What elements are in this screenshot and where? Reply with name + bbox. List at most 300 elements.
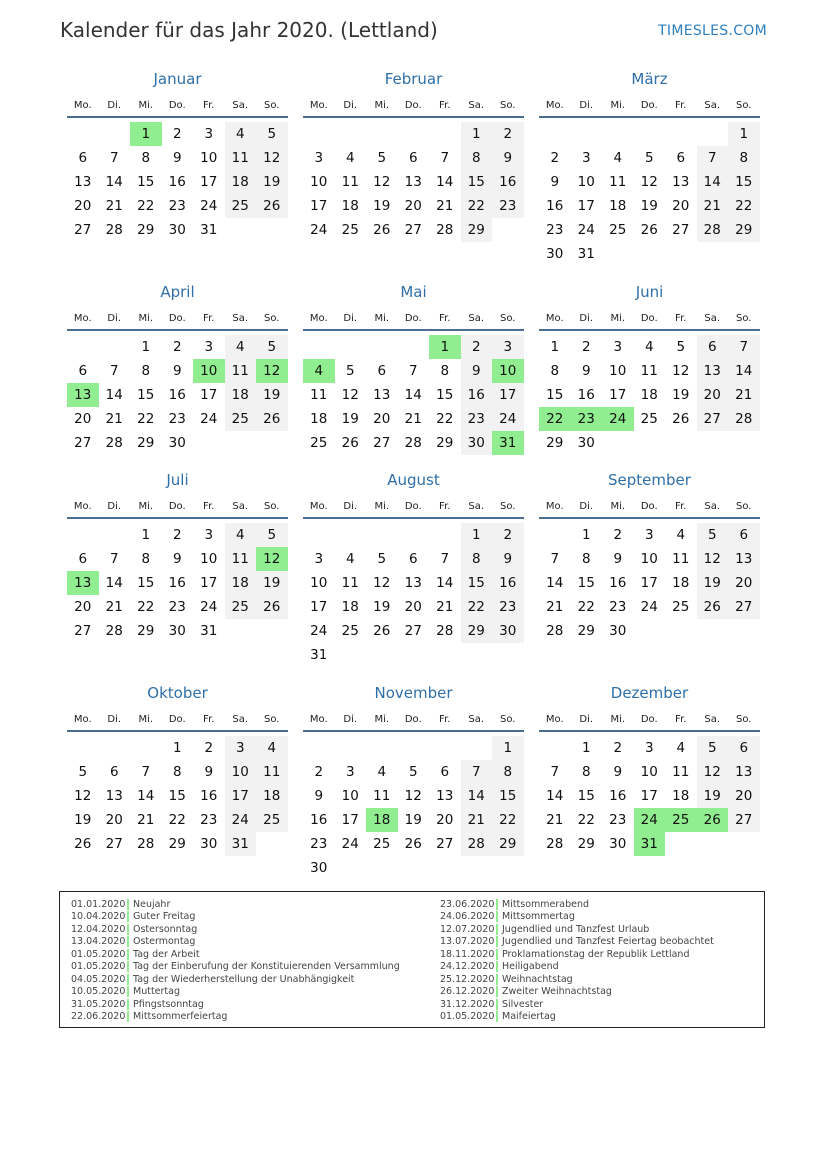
day-cell[interactable]: 2 [613, 740, 623, 756]
day-cell[interactable]: 1 [461, 122, 493, 146]
day-cell[interactable]: 12 [341, 387, 359, 403]
day-cell[interactable]: 31 [634, 832, 666, 856]
day-cell[interactable]: 28 [105, 435, 123, 451]
day-cell[interactable]: 18 [341, 599, 359, 615]
day-cell[interactable]: 4 [377, 764, 387, 780]
day-cell[interactable]: 6 [408, 150, 418, 166]
day-cell[interactable]: 13 [697, 359, 729, 383]
day-cell[interactable]: 23 [200, 812, 218, 828]
day-cell[interactable]: 14 [697, 170, 729, 194]
day-cell[interactable]: 6 [408, 551, 418, 567]
day-cell[interactable]: 7 [461, 760, 493, 784]
day-cell[interactable]: 5 [256, 335, 288, 359]
day-cell[interactable]: 27 [74, 435, 92, 451]
day-cell[interactable]: 24 [577, 222, 595, 238]
day-cell[interactable]: 4 [225, 523, 257, 547]
day-cell[interactable]: 3 [314, 150, 324, 166]
day-cell[interactable]: 18 [640, 387, 658, 403]
day-cell[interactable]: 12 [74, 788, 92, 804]
day-cell[interactable]: 14 [461, 784, 493, 808]
day-cell[interactable]: 7 [697, 146, 729, 170]
day-cell[interactable]: 14 [137, 788, 155, 804]
day-cell[interactable]: 21 [461, 808, 493, 832]
day-cell[interactable]: 5 [345, 363, 355, 379]
day-cell[interactable]: 3 [204, 126, 214, 142]
day-cell[interactable]: 7 [550, 551, 560, 567]
day-cell[interactable]: 9 [492, 146, 524, 170]
day-cell[interactable]: 23 [609, 812, 627, 828]
day-cell[interactable]: 10 [225, 760, 257, 784]
day-cell[interactable]: 28 [404, 435, 422, 451]
day-cell[interactable]: 29 [577, 836, 595, 852]
day-cell[interactable]: 23 [571, 407, 603, 431]
day-cell[interactable]: 30 [609, 836, 627, 852]
day-cell[interactable]: 3 [345, 764, 355, 780]
day-cell[interactable]: 3 [644, 527, 654, 543]
day-cell[interactable]: 15 [168, 788, 186, 804]
day-cell[interactable]: 26 [256, 194, 288, 218]
day-cell[interactable]: 16 [609, 575, 627, 591]
day-cell[interactable]: 15 [436, 387, 454, 403]
day-cell[interactable]: 26 [341, 435, 359, 451]
day-cell[interactable]: 12 [373, 174, 391, 190]
day-cell[interactable]: 12 [256, 146, 288, 170]
day-cell[interactable]: 19 [672, 387, 690, 403]
day-cell[interactable]: 25 [341, 222, 359, 238]
day-cell[interactable]: 19 [697, 784, 729, 808]
day-cell[interactable]: 26 [640, 222, 658, 238]
day-cell[interactable]: 28 [728, 407, 760, 431]
day-cell[interactable]: 3 [314, 551, 324, 567]
day-cell[interactable]: 3 [204, 339, 214, 355]
day-cell[interactable]: 26 [256, 407, 288, 431]
day-cell[interactable]: 13 [74, 174, 92, 190]
day-cell[interactable]: 27 [404, 222, 422, 238]
day-cell[interactable]: 6 [697, 335, 729, 359]
day-cell[interactable]: 24 [492, 407, 524, 431]
day-cell[interactable]: 11 [672, 551, 690, 567]
day-cell[interactable]: 21 [105, 198, 123, 214]
day-cell[interactable]: 13 [728, 547, 760, 571]
day-cell[interactable]: 11 [373, 788, 391, 804]
day-cell[interactable]: 14 [436, 575, 454, 591]
day-cell[interactable]: 21 [697, 194, 729, 218]
day-cell[interactable]: 26 [697, 808, 729, 832]
day-cell[interactable]: 3 [204, 527, 214, 543]
day-cell[interactable]: 5 [256, 523, 288, 547]
day-cell[interactable]: 12 [640, 174, 658, 190]
day-cell[interactable]: 15 [137, 575, 155, 591]
day-cell[interactable]: 15 [492, 784, 524, 808]
day-cell[interactable]: 8 [440, 363, 450, 379]
day-cell[interactable]: 9 [204, 764, 214, 780]
day-cell[interactable]: 1 [141, 339, 151, 355]
day-cell[interactable]: 30 [168, 435, 186, 451]
day-cell[interactable]: 6 [676, 150, 686, 166]
day-cell[interactable]: 18 [609, 198, 627, 214]
day-cell[interactable]: 12 [256, 547, 288, 571]
day-cell[interactable]: 25 [609, 222, 627, 238]
day-cell[interactable]: 4 [345, 150, 355, 166]
day-cell[interactable]: 14 [728, 359, 760, 383]
day-cell[interactable]: 25 [665, 808, 697, 832]
day-cell[interactable]: 10 [310, 575, 328, 591]
day-cell[interactable]: 2 [314, 764, 324, 780]
day-cell[interactable]: 27 [105, 836, 123, 852]
day-cell[interactable]: 8 [728, 146, 760, 170]
day-cell[interactable]: 22 [461, 595, 493, 619]
day-cell[interactable]: 5 [644, 150, 654, 166]
day-cell[interactable]: 27 [672, 222, 690, 238]
day-cell[interactable]: 22 [492, 808, 524, 832]
day-cell[interactable]: 19 [74, 812, 92, 828]
day-cell[interactable]: 21 [436, 599, 454, 615]
day-cell[interactable]: 22 [577, 599, 595, 615]
day-cell[interactable]: 3 [492, 335, 524, 359]
day-cell[interactable]: 20 [672, 198, 690, 214]
day-cell[interactable]: 24 [602, 407, 634, 431]
day-cell[interactable]: 1 [550, 339, 560, 355]
day-cell[interactable]: 22 [137, 198, 155, 214]
day-cell[interactable]: 15 [137, 387, 155, 403]
day-cell[interactable]: 28 [137, 836, 155, 852]
day-cell[interactable]: 30 [546, 246, 564, 262]
day-cell[interactable]: 1 [172, 740, 182, 756]
day-cell[interactable]: 6 [440, 764, 450, 780]
day-cell[interactable]: 22 [436, 411, 454, 427]
day-cell[interactable]: 7 [440, 551, 450, 567]
day-cell[interactable]: 21 [105, 411, 123, 427]
day-cell[interactable]: 17 [341, 812, 359, 828]
day-cell[interactable]: 4 [225, 122, 257, 146]
day-cell[interactable]: 6 [728, 523, 760, 547]
day-cell[interactable]: 30 [168, 623, 186, 639]
day-cell[interactable]: 29 [168, 836, 186, 852]
day-cell[interactable]: 31 [492, 431, 524, 455]
day-cell[interactable]: 27 [373, 435, 391, 451]
day-cell[interactable]: 7 [728, 335, 760, 359]
day-cell[interactable]: 27 [74, 222, 92, 238]
day-cell[interactable]: 28 [105, 623, 123, 639]
day-cell[interactable]: 30 [310, 860, 328, 876]
day-cell[interactable]: 11 [672, 764, 690, 780]
day-cell[interactable]: 16 [168, 575, 186, 591]
day-cell[interactable]: 19 [404, 812, 422, 828]
day-cell[interactable]: 16 [461, 383, 493, 407]
day-cell[interactable]: 2 [492, 122, 524, 146]
day-cell[interactable]: 20 [404, 599, 422, 615]
day-cell[interactable]: 12 [697, 760, 729, 784]
day-cell[interactable]: 10 [640, 551, 658, 567]
day-cell[interactable]: 10 [310, 174, 328, 190]
day-cell[interactable]: 6 [78, 150, 88, 166]
day-cell[interactable]: 6 [78, 363, 88, 379]
day-cell[interactable]: 13 [67, 383, 99, 407]
day-cell[interactable]: 23 [546, 222, 564, 238]
day-cell[interactable]: 2 [492, 523, 524, 547]
day-cell[interactable]: 29 [137, 222, 155, 238]
day-cell[interactable]: 16 [492, 170, 524, 194]
day-cell[interactable]: 8 [492, 760, 524, 784]
day-cell[interactable]: 19 [256, 170, 288, 194]
day-cell[interactable]: 13 [404, 575, 422, 591]
day-cell[interactable]: 19 [373, 599, 391, 615]
day-cell[interactable]: 1 [130, 122, 162, 146]
day-cell[interactable]: 4 [303, 359, 335, 383]
day-cell[interactable]: 18 [341, 198, 359, 214]
day-cell[interactable]: 7 [109, 551, 119, 567]
day-cell[interactable]: 9 [314, 788, 324, 804]
day-cell[interactable]: 30 [168, 222, 186, 238]
day-cell[interactable]: 17 [577, 198, 595, 214]
day-cell[interactable]: 16 [168, 174, 186, 190]
day-cell[interactable]: 5 [676, 339, 686, 355]
day-cell[interactable]: 13 [105, 788, 123, 804]
day-cell[interactable]: 11 [341, 575, 359, 591]
day-cell[interactable]: 20 [74, 411, 92, 427]
day-cell[interactable]: 13 [373, 387, 391, 403]
day-cell[interactable]: 19 [373, 198, 391, 214]
day-cell[interactable]: 19 [341, 411, 359, 427]
day-cell[interactable]: 4 [644, 339, 654, 355]
day-cell[interactable]: 24 [200, 599, 218, 615]
day-cell[interactable]: 12 [256, 359, 288, 383]
day-cell[interactable]: 27 [728, 808, 760, 832]
day-cell[interactable]: 8 [461, 547, 493, 571]
day-cell[interactable]: 23 [168, 198, 186, 214]
day-cell[interactable]: 24 [634, 808, 666, 832]
day-cell[interactable]: 23 [492, 194, 524, 218]
day-cell[interactable]: 8 [141, 363, 151, 379]
day-cell[interactable]: 30 [577, 435, 595, 451]
day-cell[interactable]: 15 [577, 788, 595, 804]
day-cell[interactable]: 8 [581, 551, 591, 567]
day-cell[interactable]: 5 [256, 122, 288, 146]
day-cell[interactable]: 15 [461, 571, 493, 595]
day-cell[interactable]: 14 [546, 788, 564, 804]
day-cell[interactable]: 14 [105, 387, 123, 403]
day-cell[interactable]: 18 [310, 411, 328, 427]
day-cell[interactable]: 16 [577, 387, 595, 403]
day-cell[interactable]: 21 [137, 812, 155, 828]
day-cell[interactable]: 26 [672, 411, 690, 427]
day-cell[interactable]: 8 [172, 764, 182, 780]
day-cell[interactable]: 15 [577, 575, 595, 591]
day-cell[interactable]: 17 [640, 788, 658, 804]
day-cell[interactable]: 17 [310, 599, 328, 615]
day-cell[interactable]: 3 [225, 736, 257, 760]
day-cell[interactable]: 2 [172, 527, 182, 543]
day-cell[interactable]: 31 [200, 222, 218, 238]
day-cell[interactable]: 28 [436, 222, 454, 238]
day-cell[interactable]: 21 [404, 411, 422, 427]
day-cell[interactable]: 9 [613, 551, 623, 567]
day-cell[interactable]: 12 [404, 788, 422, 804]
day-cell[interactable]: 18 [672, 575, 690, 591]
day-cell[interactable]: 10 [609, 363, 627, 379]
day-cell[interactable]: 31 [200, 623, 218, 639]
day-cell[interactable]: 18 [256, 784, 288, 808]
day-cell[interactable]: 18 [225, 170, 257, 194]
day-cell[interactable]: 5 [377, 551, 387, 567]
day-cell[interactable]: 30 [461, 431, 493, 455]
day-cell[interactable]: 5 [697, 736, 729, 760]
day-cell[interactable]: 4 [256, 736, 288, 760]
day-cell[interactable]: 17 [310, 198, 328, 214]
day-cell[interactable]: 7 [109, 150, 119, 166]
day-cell[interactable]: 26 [373, 623, 391, 639]
day-cell[interactable]: 11 [609, 174, 627, 190]
day-cell[interactable]: 30 [609, 623, 627, 639]
day-cell[interactable]: 27 [728, 595, 760, 619]
day-cell[interactable]: 19 [256, 383, 288, 407]
day-cell[interactable]: 23 [168, 599, 186, 615]
day-cell[interactable]: 3 [581, 150, 591, 166]
day-cell[interactable]: 9 [581, 363, 591, 379]
day-cell[interactable]: 4 [613, 150, 623, 166]
day-cell[interactable]: 29 [461, 218, 493, 242]
day-cell[interactable]: 12 [697, 547, 729, 571]
day-cell[interactable]: 7 [408, 363, 418, 379]
day-cell[interactable]: 24 [200, 198, 218, 214]
day-cell[interactable]: 15 [546, 387, 564, 403]
day-cell[interactable]: 22 [461, 194, 493, 218]
day-cell[interactable]: 27 [436, 836, 454, 852]
day-cell[interactable]: 29 [137, 623, 155, 639]
day-cell[interactable]: 29 [492, 832, 524, 856]
day-cell[interactable]: 20 [404, 198, 422, 214]
brand-logo-text[interactable]: TIMESLES.COM [658, 23, 767, 39]
day-cell[interactable]: 17 [640, 575, 658, 591]
day-cell[interactable]: 10 [193, 359, 225, 383]
day-cell[interactable]: 16 [546, 198, 564, 214]
day-cell[interactable]: 2 [172, 126, 182, 142]
day-cell[interactable]: 1 [461, 523, 493, 547]
day-cell[interactable]: 21 [436, 198, 454, 214]
day-cell[interactable]: 23 [609, 599, 627, 615]
day-cell[interactable]: 8 [461, 146, 493, 170]
day-cell[interactable]: 6 [109, 764, 119, 780]
day-cell[interactable]: 5 [408, 764, 418, 780]
day-cell[interactable]: 18 [366, 808, 398, 832]
day-cell[interactable]: 21 [546, 599, 564, 615]
day-cell[interactable]: 22 [137, 411, 155, 427]
day-cell[interactable]: 17 [492, 383, 524, 407]
day-cell[interactable]: 21 [105, 599, 123, 615]
day-cell[interactable]: 24 [341, 836, 359, 852]
day-cell[interactable]: 15 [137, 174, 155, 190]
day-cell[interactable]: 26 [697, 595, 729, 619]
day-cell[interactable]: 10 [492, 359, 524, 383]
day-cell[interactable]: 28 [461, 832, 493, 856]
day-cell[interactable]: 23 [310, 836, 328, 852]
day-cell[interactable]: 25 [225, 194, 257, 218]
day-cell[interactable]: 26 [404, 836, 422, 852]
day-cell[interactable]: 28 [697, 218, 729, 242]
day-cell[interactable]: 27 [404, 623, 422, 639]
day-cell[interactable]: 31 [577, 246, 595, 262]
day-cell[interactable]: 28 [105, 222, 123, 238]
day-cell[interactable]: 14 [105, 174, 123, 190]
day-cell[interactable]: 14 [546, 575, 564, 591]
day-cell[interactable]: 20 [74, 198, 92, 214]
day-cell[interactable]: 26 [256, 595, 288, 619]
day-cell[interactable]: 7 [141, 764, 151, 780]
day-cell[interactable]: 9 [550, 174, 560, 190]
day-cell[interactable]: 2 [581, 339, 591, 355]
day-cell[interactable]: 14 [436, 174, 454, 190]
day-cell[interactable]: 16 [168, 387, 186, 403]
day-cell[interactable]: 22 [728, 194, 760, 218]
day-cell[interactable]: 1 [492, 736, 524, 760]
day-cell[interactable]: 14 [404, 387, 422, 403]
day-cell[interactable]: 1 [728, 122, 760, 146]
day-cell[interactable]: 9 [172, 150, 182, 166]
day-cell[interactable]: 13 [436, 788, 454, 804]
day-cell[interactable]: 20 [74, 599, 92, 615]
day-cell[interactable]: 17 [225, 784, 257, 808]
day-cell[interactable]: 23 [461, 407, 493, 431]
day-cell[interactable]: 13 [67, 571, 99, 595]
day-cell[interactable]: 9 [461, 359, 493, 383]
day-cell[interactable]: 1 [429, 335, 461, 359]
day-cell[interactable]: 2 [613, 527, 623, 543]
day-cell[interactable]: 11 [310, 387, 328, 403]
day-cell[interactable]: 20 [436, 812, 454, 828]
day-cell[interactable]: 19 [640, 198, 658, 214]
day-cell[interactable]: 15 [461, 170, 493, 194]
day-cell[interactable]: 8 [141, 150, 151, 166]
day-cell[interactable]: 9 [172, 363, 182, 379]
day-cell[interactable]: 2 [172, 339, 182, 355]
day-cell[interactable]: 1 [581, 527, 591, 543]
day-cell[interactable]: 21 [546, 812, 564, 828]
day-cell[interactable]: 4 [345, 551, 355, 567]
day-cell[interactable]: 28 [546, 623, 564, 639]
day-cell[interactable]: 7 [550, 764, 560, 780]
day-cell[interactable]: 31 [225, 832, 257, 856]
day-cell[interactable]: 20 [373, 411, 391, 427]
day-cell[interactable]: 7 [440, 150, 450, 166]
day-cell[interactable]: 9 [172, 551, 182, 567]
day-cell[interactable]: 20 [697, 383, 729, 407]
day-cell[interactable]: 22 [577, 812, 595, 828]
day-cell[interactable]: 10 [200, 150, 218, 166]
day-cell[interactable]: 5 [697, 523, 729, 547]
day-cell[interactable]: 11 [341, 174, 359, 190]
day-cell[interactable]: 12 [672, 363, 690, 379]
day-cell[interactable]: 22 [137, 599, 155, 615]
day-cell[interactable]: 20 [728, 784, 760, 808]
day-cell[interactable]: 29 [546, 435, 564, 451]
day-cell[interactable]: 4 [676, 527, 686, 543]
day-cell[interactable]: 25 [310, 435, 328, 451]
day-cell[interactable]: 10 [341, 788, 359, 804]
day-cell[interactable]: 19 [256, 571, 288, 595]
day-cell[interactable]: 11 [256, 760, 288, 784]
day-cell[interactable]: 26 [373, 222, 391, 238]
day-cell[interactable]: 27 [697, 407, 729, 431]
day-cell[interactable]: 10 [640, 764, 658, 780]
day-cell[interactable]: 7 [109, 363, 119, 379]
day-cell[interactable]: 1 [141, 527, 151, 543]
day-cell[interactable]: 17 [200, 387, 218, 403]
day-cell[interactable]: 24 [310, 222, 328, 238]
day-cell[interactable]: 8 [550, 363, 560, 379]
day-cell[interactable]: 8 [141, 551, 151, 567]
day-cell[interactable]: 16 [492, 571, 524, 595]
day-cell[interactable]: 17 [200, 174, 218, 190]
